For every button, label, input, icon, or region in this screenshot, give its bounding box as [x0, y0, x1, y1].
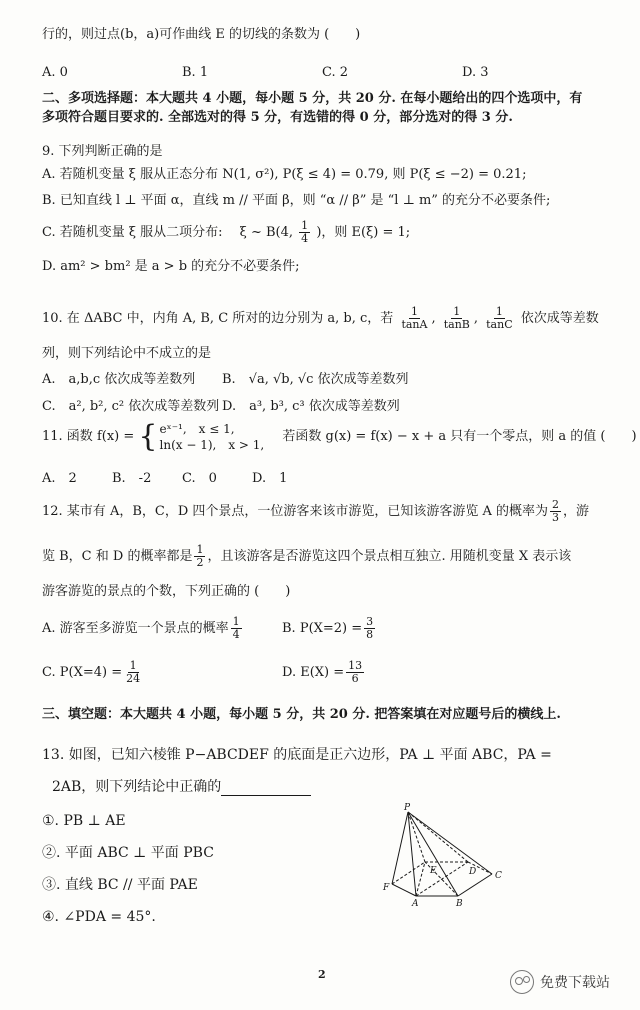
q12-a-den: 4: [232, 628, 240, 641]
q9-c-text-pre: C. 若随机变量 ξ 服从二项分布: ξ ~ B(4,: [42, 225, 294, 240]
q11-option-c: C. 0: [182, 471, 217, 486]
q8-options: [42, 64, 602, 82]
q8-option-d: D. 3: [462, 65, 489, 80]
q10-stem: 10. 在 ΔABC 中，内角 A, B, C 所对的边分别为 a, b, c，若 $\frac{1}{\tan A}$ , $\frac{1}{\tan B}$ , $\frac{1}{\tan C}$ 依次成等差数: [42, 305, 599, 331]
q10-fa-den: tanA: [401, 318, 428, 331]
q11-cases: [160, 421, 265, 453]
fig-label-b: B: [456, 899, 463, 909]
q12-d-den: 6: [351, 672, 359, 685]
q9-c-denominator: 4: [301, 232, 309, 245]
q9-stem: 9. 下列判断正确的是: [42, 144, 163, 159]
q13-statement-3: ③. 直线 BC // 平面 PAE: [42, 877, 198, 893]
q12-line3: 游客游览的景点的个数，下列正确的 ( ): [42, 584, 291, 599]
q12-option-a-frac: [231, 616, 242, 641]
q12-option-d: [282, 659, 366, 685]
q12-frac-b-den: 2: [196, 556, 204, 569]
q10-fc-num: 1: [495, 305, 503, 318]
q12-option-c-frac: [124, 660, 142, 685]
q10-option-d: D. a³, b³, c³ 依次成等差数列: [222, 399, 400, 414]
q13-answer-blank[interactable]: [221, 781, 311, 796]
q12-b-num: 3: [366, 615, 374, 628]
q12-b-den: 8: [366, 628, 374, 641]
q12-option-a-text: A. 游客至多游览一个景点的概率: [42, 621, 229, 636]
watermark-text: 免费下载站: [540, 975, 610, 991]
watermark: [510, 970, 610, 994]
q12-options-row2: [42, 658, 366, 688]
q12-option-b-text: B. P(X=2) =: [282, 621, 363, 636]
q13-statement-1: ①. PB ⊥ AE: [42, 813, 126, 829]
q11-options: [42, 470, 287, 488]
q9-c-numerator: 1: [301, 219, 309, 232]
q13-statement-2: ②. 平面 ABC ⊥ 平面 PBC: [42, 845, 214, 861]
q12-option-b-frac: [364, 616, 375, 641]
q12-option-c-text: C. P(X=4) =: [42, 665, 123, 680]
q10-fb-den: tanB: [443, 318, 470, 331]
fig-label-p: P: [404, 803, 411, 813]
hexagonal-pyramid-figure: [380, 800, 510, 910]
q10-fraction-c: [484, 306, 514, 331]
q10-fc-den: tanC: [486, 318, 513, 331]
q12-option-a: [42, 614, 282, 644]
wechat-icon: [510, 970, 534, 994]
q12-line2-pre: 览 B，C 和 D 的概率都是: [42, 549, 193, 564]
q11-stem: [42, 420, 637, 454]
q12-frac-a-num: 2: [552, 498, 560, 511]
fig-label-c: C: [495, 871, 502, 881]
q11-stem-pre: 11. 函数 f(x) =: [42, 429, 135, 444]
q12-line1-pre: 12. 某市有 A，B，C，D 四个景点，一位游客来该市游览，已知该游客游览 A 的概率为: [42, 504, 549, 519]
q12-line1: [42, 498, 589, 526]
q8-option-b: B. 1: [182, 65, 209, 80]
section2-heading-line2: 多项符合题目要求的. 全部选对的得 5 分，有选错的得 0 分，部分选对的得 3 分.: [42, 110, 513, 125]
q9-option-b: B. 已知直线 l ⊥ 平面 α，直线 m // 平面 β，则 “α // β” 是 “l ⊥ m” 的充分不必要条件;: [42, 193, 551, 208]
q10-option-a: A. a,b,c 依次成等差数列: [42, 372, 196, 387]
page-number: 2: [318, 968, 326, 981]
q10-stem-pre: 10. 在 ΔABC 中，内角 A, B, C 所对的边分别为 a, b, c，若: [42, 311, 394, 326]
q12-option-c: [42, 658, 282, 688]
section3-heading: 三、填空题：本大题共 4 小题，每小题 5 分，共 20 分. 把答案填在对应题号后的横线上.: [42, 707, 561, 722]
q10-option-b: B. √a, √b, √c 依次成等差数列: [222, 372, 409, 387]
q9-option-c: [42, 220, 410, 246]
q10-options-row1: [42, 371, 409, 389]
fig-label-e: E: [430, 866, 437, 876]
q12-options-row1: [42, 614, 377, 644]
q9-option-a: A. 若随机变量 ξ 服从正态分布 N(1, σ²), P(ξ ≤ 4) = 0.79, 则 P(ξ ≤ −2) = 0.21;: [42, 167, 527, 182]
q13-line2-text: 2AB，则下列结论中正确的: [52, 779, 222, 795]
q12-frac-b-num: 1: [196, 543, 204, 556]
q10-stem-line2: 列，则下列结论中不成立的是: [42, 346, 212, 361]
q12-option-d-text: D. E(X) =: [282, 665, 345, 680]
q11-stem-post: 若函数 g(x) = f(x) − x + a 只有一个零点，则 a 的值 ( ): [282, 429, 637, 444]
q12-line2: [42, 543, 571, 571]
q11-option-b: B. -2: [112, 471, 152, 486]
fig-label-f: F: [383, 883, 390, 893]
q10-fraction-b: [442, 306, 472, 331]
q12-option-d-frac: [346, 660, 364, 685]
q12-frac-a: [550, 499, 561, 524]
q8-stem-tail: 行的，则过点(b，a)可作曲线 E 的切线的条数为 ( ): [42, 27, 361, 42]
q12-frac-a-den: 3: [552, 511, 560, 524]
q11-case-2: ln(x − 1), x > 1,: [159, 437, 265, 452]
q9-option-d: D. am² > bm² 是 a > b 的充分不必要条件;: [42, 259, 300, 274]
q12-a-num: 1: [232, 615, 240, 628]
q11-piecewise: [138, 418, 265, 454]
q10-fb-num: 1: [453, 305, 461, 318]
q13-statement-4: ④. ∠PDA = 45°.: [42, 909, 156, 925]
fig-label-a: A: [412, 899, 419, 909]
q12-line1-post: ，游: [563, 504, 590, 519]
q13-line1: 13. 如图，已知六棱锥 P−ABCDEF 的底面是正六边形，PA ⊥ 平面 ABC，PA =: [42, 747, 552, 763]
q8-option-c: C. 2: [322, 65, 349, 80]
q11-option-a: A. 2: [42, 471, 77, 486]
q12-c-den: 24: [126, 672, 141, 685]
fig-label-d: D: [469, 867, 477, 877]
q12-d-num: 13: [348, 659, 363, 672]
q10-fa-num: 1: [410, 305, 418, 318]
q10-options-row2: [42, 398, 400, 416]
q10-stem-post: 依次成等差数: [520, 311, 599, 326]
q10-option-c: C. a², b², c² 依次成等差数列: [42, 399, 220, 414]
q10-fraction-a: [399, 306, 429, 331]
q11-case-1: eˣ⁻¹, x ≤ 1,: [159, 421, 235, 436]
q9-c-fraction: [299, 220, 310, 245]
q12-line2-post: ，且该游客是否游览这四个景点相互独立. 用随机变量 X 表示该: [207, 549, 572, 564]
q8-option-a: A. 0: [42, 65, 68, 80]
q12-option-b: [282, 615, 377, 641]
q12-c-num: 1: [129, 659, 137, 672]
q12-frac-b: [194, 544, 205, 569]
section2-heading-line1: 二、多项选择题：本大题共 4 小题，每小题 5 分，共 20 分. 在每小题给出的四个选项中，有: [42, 91, 583, 106]
q11-option-d: D. 1: [252, 471, 288, 486]
q9-c-text-post: )，则 E(ξ) = 1;: [316, 225, 411, 240]
q11-brace-icon: {: [138, 418, 158, 454]
q13-line2: [52, 778, 311, 796]
